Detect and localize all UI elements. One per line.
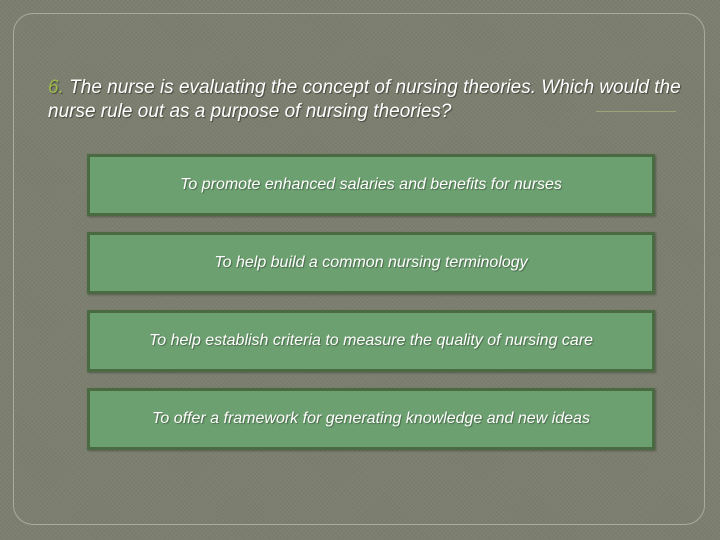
answer-option-1[interactable] — [87, 154, 655, 216]
answer-option-2[interactable] — [87, 232, 655, 294]
answer-option-3[interactable] — [87, 310, 655, 372]
question-number: 6. — [48, 77, 64, 98]
answer-option-label: To promote enhanced salaries and benefits for nurses — [180, 176, 562, 193]
question-body: The nurse is evaluating the concept of nursing theories. Which would the nurse rule out as a purpose of nursing theories? — [48, 77, 681, 122]
question-text — [48, 76, 688, 124]
answer-options — [87, 154, 655, 466]
answer-option-label: To help build a common nursing terminology — [214, 254, 528, 271]
answer-option-4[interactable] — [87, 388, 655, 450]
answer-option-label: To help establish criteria to measure the quality of nursing care — [148, 332, 594, 349]
answer-option-label: To offer a framework for generating knowledge and new ideas — [152, 410, 590, 427]
title-underline-divider — [596, 111, 676, 112]
